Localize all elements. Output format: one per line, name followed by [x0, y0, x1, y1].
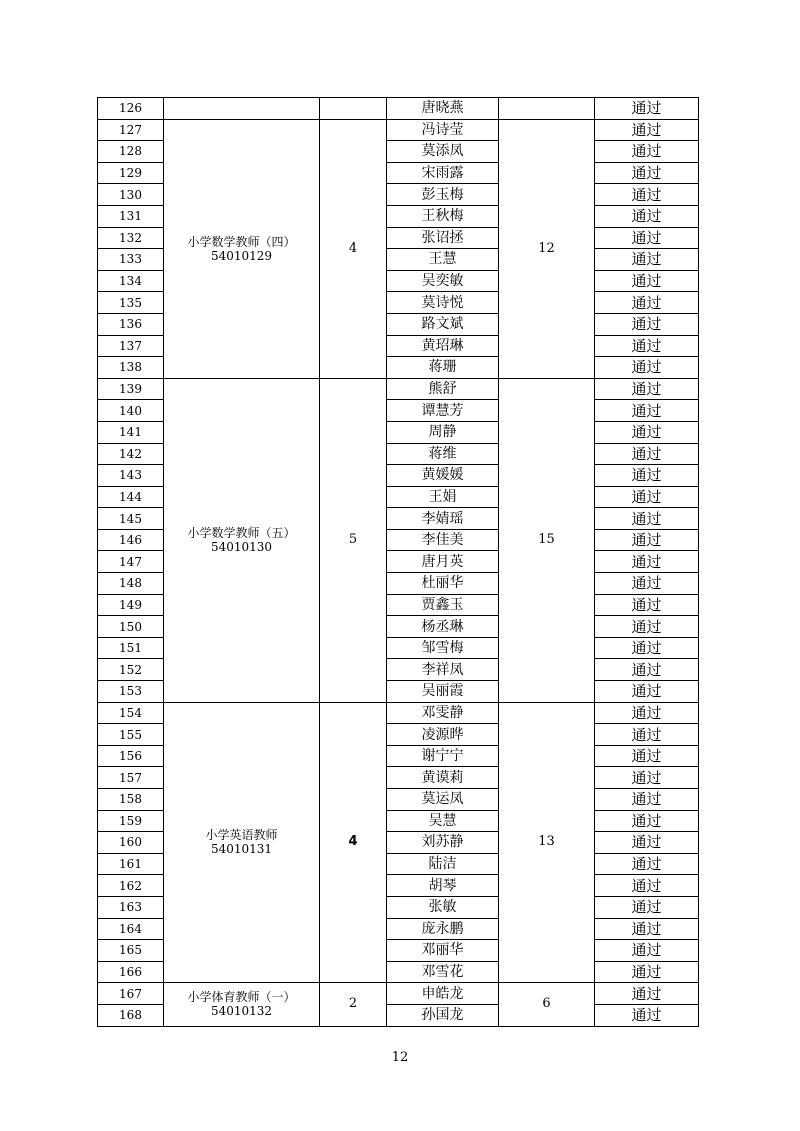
status-cell: 通过 [595, 184, 699, 206]
candidate-name-cell: 彭玉梅 [387, 184, 499, 206]
status-cell: 通过 [595, 292, 699, 314]
candidate-name-cell: 张诏拯 [387, 227, 499, 249]
status-cell: 通过 [595, 119, 699, 141]
plan-count-cell: 4 [320, 702, 387, 983]
row-number-cell: 146 [98, 529, 164, 551]
table-row [98, 983, 699, 1005]
plan-count-cell: 4 [320, 119, 387, 378]
candidate-name-cell: 王娟 [387, 486, 499, 508]
status-cell: 通过 [595, 896, 699, 918]
row-number-cell: 130 [98, 184, 164, 206]
row-number-cell: 134 [98, 270, 164, 292]
status-cell: 通过 [595, 594, 699, 616]
candidate-name-cell: 胡琴 [387, 875, 499, 897]
position-title: 小学英语教师 [205, 828, 278, 843]
status-cell: 通过 [595, 767, 699, 789]
status-cell: 通过 [595, 465, 699, 487]
row-number-cell: 163 [98, 896, 164, 918]
row-number-cell: 158 [98, 789, 164, 811]
status-cell: 通过 [595, 918, 699, 940]
row-number-cell: 168 [98, 1004, 164, 1026]
status-cell: 通过 [595, 313, 699, 335]
table-row [98, 119, 699, 141]
status-cell: 通过 [595, 443, 699, 465]
row-number-cell: 165 [98, 940, 164, 962]
row-number-cell: 167 [98, 983, 164, 1005]
plan-count-cell: 5 [320, 378, 387, 702]
table-row [98, 378, 699, 400]
row-number-cell: 166 [98, 961, 164, 983]
status-cell: 通过 [595, 983, 699, 1005]
status-cell: 通过 [595, 875, 699, 897]
position-cell [164, 702, 320, 983]
status-cell: 通过 [595, 961, 699, 983]
status-cell: 通过 [595, 724, 699, 746]
candidate-name-cell: 熊舒 [387, 378, 499, 400]
candidate-name-cell: 李佳美 [387, 529, 499, 551]
candidate-name-cell: 孙国龙 [387, 1004, 499, 1026]
status-cell: 通过 [595, 616, 699, 638]
row-number-cell: 161 [98, 853, 164, 875]
candidate-name-cell: 莫运凤 [387, 789, 499, 811]
row-number-cell: 139 [98, 378, 164, 400]
candidate-name-cell: 邓雯静 [387, 702, 499, 724]
status-cell: 通过 [595, 162, 699, 184]
status-cell: 通过 [595, 681, 699, 703]
status-cell: 通过 [595, 98, 699, 120]
status-cell: 通过 [595, 357, 699, 379]
quota-cell [499, 98, 595, 120]
candidate-name-cell: 唐月英 [387, 551, 499, 573]
candidate-name-cell: 黄谟莉 [387, 767, 499, 789]
status-cell: 通过 [595, 810, 699, 832]
position-title: 小学数学教师（四） [187, 234, 296, 249]
status-cell: 通过 [595, 637, 699, 659]
row-number-cell: 141 [98, 421, 164, 443]
row-number-cell: 147 [98, 551, 164, 573]
position-cell [164, 378, 320, 702]
status-cell: 通过 [595, 702, 699, 724]
row-number-cell: 129 [98, 162, 164, 184]
row-number-cell: 157 [98, 767, 164, 789]
candidate-name-cell: 黄媛媛 [387, 465, 499, 487]
row-number-cell: 155 [98, 724, 164, 746]
row-number-cell: 144 [98, 486, 164, 508]
plan-count-cell [320, 98, 387, 120]
candidate-name-cell: 宋雨露 [387, 162, 499, 184]
candidate-name-cell: 杨丞琳 [387, 616, 499, 638]
candidate-table [97, 97, 699, 1027]
status-cell: 通过 [595, 745, 699, 767]
status-cell: 通过 [595, 249, 699, 271]
table-row [98, 98, 699, 120]
row-number-cell: 156 [98, 745, 164, 767]
candidate-name-cell: 张敏 [387, 896, 499, 918]
row-number-cell: 128 [98, 141, 164, 163]
page-number: 12 [391, 1050, 409, 1065]
candidate-name-cell: 谢宁宁 [387, 745, 499, 767]
position-cell [164, 983, 320, 1026]
row-number-cell: 159 [98, 810, 164, 832]
candidate-name-cell: 申皓龙 [387, 983, 499, 1005]
row-number-cell: 132 [98, 227, 164, 249]
table-body [98, 98, 699, 1027]
row-number-cell: 152 [98, 659, 164, 681]
candidate-name-cell: 王秋梅 [387, 205, 499, 227]
row-number-cell: 133 [98, 249, 164, 271]
row-number-cell: 151 [98, 637, 164, 659]
status-cell: 通过 [595, 573, 699, 595]
candidate-name-cell: 陆洁 [387, 853, 499, 875]
candidate-name-cell: 贾鑫玉 [387, 594, 499, 616]
status-cell: 通过 [595, 508, 699, 530]
candidate-name-cell: 吴奕敏 [387, 270, 499, 292]
status-cell: 通过 [595, 1004, 699, 1026]
status-cell: 通过 [595, 205, 699, 227]
position-title: 小学体育教师（一） [187, 990, 296, 1005]
quota-cell: 15 [499, 378, 595, 702]
candidate-name-cell: 杜丽华 [387, 573, 499, 595]
candidate-name-cell: 李婧瑶 [387, 508, 499, 530]
position-code: 54010129 [210, 248, 273, 263]
row-number-cell: 136 [98, 313, 164, 335]
candidate-name-cell: 邓丽华 [387, 940, 499, 962]
position-cell [164, 119, 320, 378]
row-number-cell: 145 [98, 508, 164, 530]
row-number-cell: 153 [98, 681, 164, 703]
row-number-cell: 162 [98, 875, 164, 897]
candidate-name-cell: 莫诗悦 [387, 292, 499, 314]
status-cell: 通过 [595, 529, 699, 551]
row-number-cell: 127 [98, 119, 164, 141]
plan-count-cell: 2 [320, 983, 387, 1026]
position-cell [164, 98, 320, 120]
candidate-name-cell: 冯诗莹 [387, 119, 499, 141]
candidate-name-cell: 谭慧芳 [387, 400, 499, 422]
candidate-name-cell: 周静 [387, 421, 499, 443]
row-number-cell: 142 [98, 443, 164, 465]
row-number-cell: 126 [98, 98, 164, 120]
row-number-cell: 143 [98, 465, 164, 487]
row-number-cell: 164 [98, 918, 164, 940]
row-number-cell: 131 [98, 205, 164, 227]
status-cell: 通过 [595, 940, 699, 962]
status-cell: 通过 [595, 832, 699, 854]
status-cell: 通过 [595, 378, 699, 400]
candidate-name-cell: 李祥凤 [387, 659, 499, 681]
position-code: 54010131 [210, 842, 273, 857]
row-number-cell: 138 [98, 357, 164, 379]
row-number-cell: 160 [98, 832, 164, 854]
position-title: 小学数学教师（五） [187, 526, 296, 541]
candidate-name-cell: 邓雪花 [387, 961, 499, 983]
candidate-name-cell: 莫添凤 [387, 141, 499, 163]
candidate-name-cell: 吴慧 [387, 810, 499, 832]
quota-cell: 13 [499, 702, 595, 983]
status-cell: 通过 [595, 400, 699, 422]
quota-cell: 12 [499, 119, 595, 378]
status-cell: 通过 [595, 270, 699, 292]
status-cell: 通过 [595, 789, 699, 811]
candidate-name-cell: 路文斌 [387, 313, 499, 335]
candidate-name-cell: 蒋维 [387, 443, 499, 465]
row-number-cell: 150 [98, 616, 164, 638]
status-cell: 通过 [595, 853, 699, 875]
candidate-name-cell: 凌源晔 [387, 724, 499, 746]
quota-cell: 6 [499, 983, 595, 1026]
status-cell: 通过 [595, 335, 699, 357]
status-cell: 通过 [595, 486, 699, 508]
row-number-cell: 149 [98, 594, 164, 616]
row-number-cell: 148 [98, 573, 164, 595]
status-cell: 通过 [595, 141, 699, 163]
candidate-name-cell: 刘苏静 [387, 832, 499, 854]
table-row [98, 702, 699, 724]
candidate-name-cell: 黄玿琳 [387, 335, 499, 357]
row-number-cell: 135 [98, 292, 164, 314]
candidate-name-cell: 庞永鹏 [387, 918, 499, 940]
candidate-name-cell: 邹雪梅 [387, 637, 499, 659]
row-number-cell: 154 [98, 702, 164, 724]
position-code: 54010132 [210, 1004, 273, 1019]
status-cell: 通过 [595, 227, 699, 249]
status-cell: 通过 [595, 421, 699, 443]
candidate-name-cell: 蒋珊 [387, 357, 499, 379]
candidate-name-cell: 唐晓燕 [387, 98, 499, 120]
status-cell: 通过 [595, 659, 699, 681]
row-number-cell: 137 [98, 335, 164, 357]
candidate-name-cell: 吴丽霞 [387, 681, 499, 703]
status-cell: 通过 [595, 551, 699, 573]
candidate-name-cell: 王慧 [387, 249, 499, 271]
position-code: 54010130 [210, 540, 273, 555]
row-number-cell: 140 [98, 400, 164, 422]
